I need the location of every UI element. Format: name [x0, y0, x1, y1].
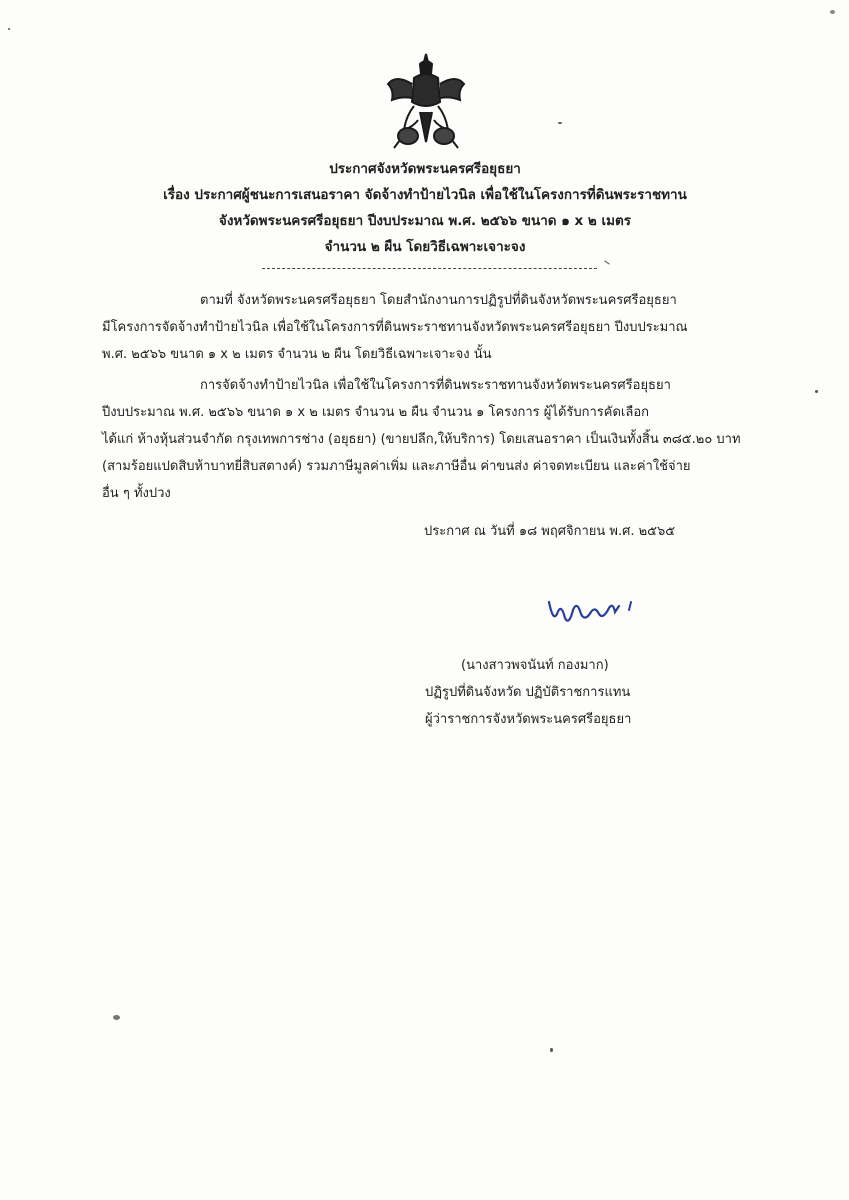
scan-speck	[558, 122, 562, 124]
paragraph-1-line-2: มีโครงการจัดจ้างทำป้ายไวนิล เพื่อใช้ในโครงการที่ดินพระราชทานจังหวัดพระนครศรีอยุธยา ปีงบประมาณ	[102, 320, 688, 335]
announcement-date: ประกาศ ณ วันที่ ๑๘ พฤศจิกายน พ.ศ. ๒๕๖๕	[424, 524, 676, 539]
handwritten-signature-icon	[543, 592, 643, 632]
paragraph-2-line-3: ได้แก่ ห้างหุ้นส่วนจำกัด กรุงเทพการช่าง (อยุธยา) (ขายปลีก,ให้บริการ) โดยเสนอราคา เป็นเงินทั้งสิ้น ๓๘๕.๒๐ บาท	[102, 432, 741, 447]
signer-block	[425, 652, 631, 733]
document-heading	[100, 156, 750, 260]
signer-name: (นางสาวพจนันท์ กองมาก)	[461, 658, 609, 673]
paragraph-2-line-1: การจัดจ้างทำป้ายไวนิล เพื่อใช้ในโครงการที่ดินพระราชทานจังหวัดพระนครศรีอยุธยา	[200, 378, 671, 393]
paragraph-2	[102, 372, 765, 507]
scan-speck	[550, 1048, 553, 1052]
signer-position-1: ปฏิรูปที่ดินจังหวัด ปฏิบัติราชการแทน	[425, 685, 631, 700]
heading-line-4: จำนวน ๒ ผืน โดยวิธีเฉพาะเจาะจง	[324, 239, 526, 255]
paragraph-1-line-1: ตามที่ จังหวัดพระนครศรีอยุธยา โดยสำนักงานการปฏิรูปที่ดินจังหวัดพระนครศรีอยุธยา	[200, 293, 677, 308]
heading-line-3: จังหวัดพระนครศรีอยุธยา ปีงบประมาณ พ.ศ. ๒๕๖๖ ขนาด ๑ x ๒ เมตร	[218, 213, 632, 229]
paragraph-1-line-3: พ.ศ. ๒๕๖๖ ขนาด ๑ x ๒ เมตร จำนวน ๒ ผืน โดยวิธีเฉพาะเจาะจง นั้น	[102, 347, 492, 362]
divider-mark	[604, 260, 609, 264]
signer-position-2: ผู้ว่าราชการจังหวัดพระนครศรีอยุธยา	[425, 712, 632, 727]
paragraph-2-line-5: อื่น ๆ ทั้งปวง	[102, 486, 171, 501]
scan-speck	[113, 1015, 120, 1020]
paragraph-2-line-2: ปีงบประมาณ พ.ศ. ๒๕๖๖ ขนาด ๑ x ๒ เมตร จำนวน ๒ ผืน จำนวน ๑ โครงการ ผู้ได้รับการคัดเลือก	[102, 405, 649, 420]
scan-speck	[815, 390, 818, 393]
heading-line-1: ประกาศจังหวัดพระนครศรีอยุธยา	[329, 161, 521, 177]
garuda-emblem-icon	[384, 50, 468, 150]
paragraph-2-line-4: (สามร้อยแปดสิบห้าบาทยี่สิบสตางค์) รวมภาษีมูลค่าเพิ่ม และภาษีอื่น ค่าขนส่ง ค่าจดทะเบียน และค่าใช้จ่าย	[102, 459, 691, 474]
scan-speck	[8, 28, 10, 30]
heading-line-2: เรื่อง ประกาศผู้ชนะการเสนอราคา จัดจ้างทำป้ายไวนิล เพื่อใช้ในโครงการที่ดินพระราชทาน	[163, 187, 687, 203]
heading-divider	[262, 268, 597, 269]
paragraph-1	[102, 287, 765, 368]
scan-speck	[830, 10, 835, 14]
